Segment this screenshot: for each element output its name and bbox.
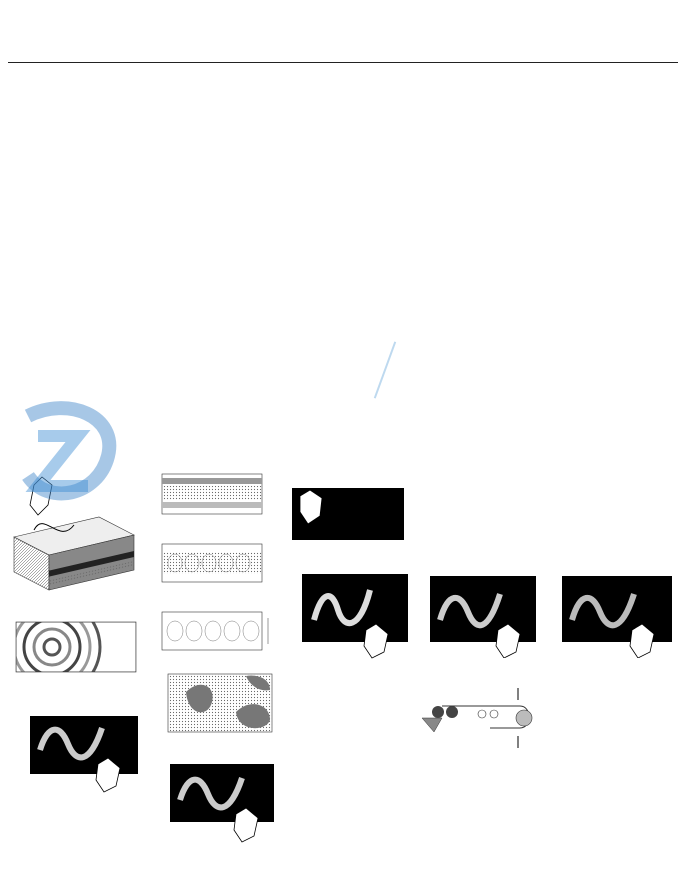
fig-3a-drawing <box>290 486 406 546</box>
fig-4b-drawing <box>428 572 540 658</box>
fig-2a-drawing <box>160 470 270 520</box>
watermark-logo-icon <box>8 396 126 508</box>
fig-3b-drawing <box>300 570 410 660</box>
fig-5b-drawing <box>560 572 678 658</box>
watermark-divider <box>374 341 396 398</box>
header-rule <box>8 62 678 63</box>
fig-2c-drawing <box>160 608 280 656</box>
fig-9-drawing <box>420 688 550 758</box>
fig-8-flowchart <box>312 682 422 858</box>
fig-10-drawing <box>548 676 680 800</box>
fig-2b-drawing <box>160 540 270 588</box>
fig-7b-drawing <box>166 760 278 846</box>
fig-7a-drawing <box>166 672 278 736</box>
fig-5a-drawing <box>560 488 678 542</box>
fig-4a-drawing <box>428 484 546 546</box>
fig-6b-drawing <box>24 710 144 806</box>
fig-6a-drawing <box>14 618 144 678</box>
